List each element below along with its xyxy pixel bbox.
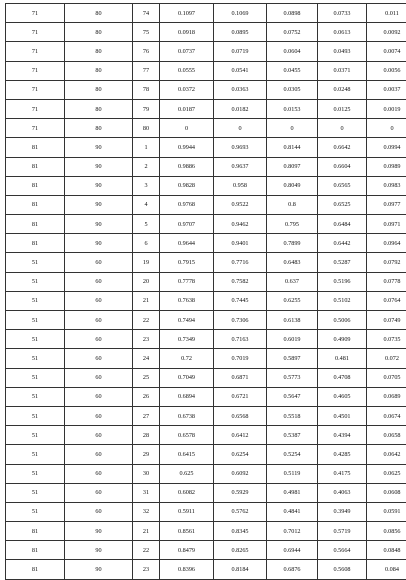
table-cell: 0.0608 (367, 483, 406, 502)
table-body (6, 4, 406, 580)
table-cell: 0.0074 (367, 42, 406, 61)
table-cell: 90 (65, 157, 133, 176)
table-cell: 26 (133, 387, 160, 406)
table-cell: 0.7899 (267, 234, 318, 253)
table-row (6, 4, 406, 23)
table-cell: 0.5287 (318, 253, 367, 272)
table-cell: 0.5196 (318, 272, 367, 291)
table-cell: 80 (65, 80, 133, 99)
table-cell: 0.0737 (160, 42, 214, 61)
table-cell: 90 (65, 138, 133, 157)
table-cell: 0.9693 (214, 138, 267, 157)
table-cell: 0.5929 (214, 483, 267, 502)
table-cell: 0.0037 (367, 80, 406, 99)
table-cell: 0.4063 (318, 483, 367, 502)
table-cell: 31 (133, 483, 160, 502)
table-cell: 0.0994 (367, 138, 406, 157)
table-cell: 0.8097 (267, 157, 318, 176)
table-cell: 51 (6, 426, 65, 445)
table-cell: 0.5773 (267, 368, 318, 387)
table-row (6, 119, 406, 138)
table-cell: 80 (65, 61, 133, 80)
table-cell: 0.5608 (318, 560, 367, 579)
table-cell: 0.5762 (214, 502, 267, 521)
table-row (6, 23, 406, 42)
table-cell: 80 (65, 99, 133, 118)
table-cell: 0.0705 (367, 368, 406, 387)
table-cell: 0.9944 (160, 138, 214, 157)
table-cell: 23 (133, 330, 160, 349)
table-row (6, 349, 406, 368)
table-cell: 80 (65, 42, 133, 61)
table-cell: 0.4981 (267, 483, 318, 502)
table-cell: 51 (6, 349, 65, 368)
table-cell: 0.7019 (214, 349, 267, 368)
table-cell: 0.0848 (367, 541, 406, 560)
table-row (6, 445, 406, 464)
table-cell: 0.1097 (160, 4, 214, 23)
table-cell: 0.0792 (367, 253, 406, 272)
table-cell: 0.6894 (160, 387, 214, 406)
table-cell: 0.0749 (367, 311, 406, 330)
table-cell: 90 (65, 541, 133, 560)
table-cell: 0.0555 (160, 61, 214, 80)
table-cell: 28 (133, 426, 160, 445)
table-cell: 0.6944 (267, 541, 318, 560)
table-row (6, 80, 406, 99)
table-cell: 0.6483 (267, 253, 318, 272)
table-cell: 51 (6, 311, 65, 330)
table-cell: 20 (133, 272, 160, 291)
table-cell: 25 (133, 368, 160, 387)
table-cell: 81 (6, 215, 65, 234)
table-row (6, 522, 406, 541)
table-cell: 0.0371 (318, 61, 367, 80)
table-cell: 0.0455 (267, 61, 318, 80)
table-cell: 0.7494 (160, 311, 214, 330)
table-cell: 60 (65, 368, 133, 387)
table-cell: 32 (133, 502, 160, 521)
table-cell: 90 (65, 195, 133, 214)
table-row (6, 464, 406, 483)
table-cell: 0.0591 (367, 502, 406, 521)
table-cell: 0.8184 (214, 560, 267, 579)
table-cell: 0.6642 (318, 138, 367, 157)
table-cell: 60 (65, 253, 133, 272)
table-cell: 60 (65, 311, 133, 330)
table-cell: 60 (65, 445, 133, 464)
table-cell: 0.5911 (160, 502, 214, 521)
table-cell: 0 (318, 119, 367, 138)
table-cell: 0.8479 (160, 541, 214, 560)
table-cell: 0.1069 (214, 4, 267, 23)
table-cell: 0.6138 (267, 311, 318, 330)
table-cell: 51 (6, 483, 65, 502)
table-cell: 0.9707 (160, 215, 214, 234)
table-cell: 0.072 (367, 349, 406, 368)
table-cell: 0.6525 (318, 195, 367, 214)
table-cell: 0.6412 (214, 426, 267, 445)
table-cell: 2 (133, 157, 160, 176)
table-cell: 0.637 (267, 272, 318, 291)
table-cell: 0.0363 (214, 80, 267, 99)
table-cell: 0.0187 (160, 99, 214, 118)
table-row (6, 99, 406, 118)
table-cell: 60 (65, 291, 133, 310)
table-row (6, 311, 406, 330)
table-cell: 76 (133, 42, 160, 61)
table-cell: 0.0856 (367, 522, 406, 541)
table-cell: 0.0248 (318, 80, 367, 99)
table-cell: 60 (65, 272, 133, 291)
table-cell: 0.6565 (318, 176, 367, 195)
table-cell: 0.0305 (267, 80, 318, 99)
table-cell: 0.0056 (367, 61, 406, 80)
table-cell: 60 (65, 426, 133, 445)
table-cell: 78 (133, 80, 160, 99)
table-cell: 0.0625 (367, 464, 406, 483)
table-cell: 80 (133, 119, 160, 138)
table-cell: 81 (6, 234, 65, 253)
table-cell: 21 (133, 522, 160, 541)
table-cell: 0.4285 (318, 445, 367, 464)
table-row (6, 502, 406, 521)
table-row (6, 157, 406, 176)
table-cell: 30 (133, 464, 160, 483)
table-cell: 0.4394 (318, 426, 367, 445)
table-cell: 80 (65, 119, 133, 138)
table-cell: 0.5006 (318, 311, 367, 330)
table-cell: 0.6019 (267, 330, 318, 349)
table-cell: 0.011 (367, 4, 406, 23)
table-cell: 0.5647 (267, 387, 318, 406)
table-row (6, 330, 406, 349)
table-cell: 90 (65, 234, 133, 253)
table-cell: 22 (133, 541, 160, 560)
table-cell: 81 (6, 176, 65, 195)
table-cell: 0.72 (160, 349, 214, 368)
table-cell: 0 (367, 119, 406, 138)
table-cell: 0.8265 (214, 541, 267, 560)
table-cell: 0.9522 (214, 195, 267, 214)
table-cell: 0.0898 (267, 4, 318, 23)
table-cell: 0.6738 (160, 406, 214, 425)
table-cell: 0.481 (318, 349, 367, 368)
table-cell: 90 (65, 522, 133, 541)
table-cell: 0.0689 (367, 387, 406, 406)
table-cell: 0.0983 (367, 176, 406, 195)
table-row (6, 406, 406, 425)
table-cell: 71 (6, 4, 65, 23)
table-cell: 0.0971 (367, 215, 406, 234)
table-cell: 0.7445 (214, 291, 267, 310)
table-cell: 0.7049 (160, 368, 214, 387)
table-cell: 51 (6, 464, 65, 483)
table-cell: 90 (65, 215, 133, 234)
table-cell: 71 (6, 61, 65, 80)
table-cell: 0.0019 (367, 99, 406, 118)
table-cell: 74 (133, 4, 160, 23)
table-cell: 90 (65, 560, 133, 579)
table-cell: 0.6721 (214, 387, 267, 406)
table-cell: 22 (133, 311, 160, 330)
table-row (6, 195, 406, 214)
table-cell: 0.7012 (267, 522, 318, 541)
table-cell: 0.5664 (318, 541, 367, 560)
table-cell: 0.0604 (267, 42, 318, 61)
table-row (6, 272, 406, 291)
table-cell: 80 (65, 4, 133, 23)
table-row (6, 368, 406, 387)
table-cell: 90 (65, 176, 133, 195)
table-cell: 0.0918 (160, 23, 214, 42)
table-cell: 0.4175 (318, 464, 367, 483)
table-cell: 0.6484 (318, 215, 367, 234)
table-cell: 0.7778 (160, 272, 214, 291)
table-cell: 51 (6, 502, 65, 521)
table-cell: 0.6254 (214, 445, 267, 464)
table-cell: 0.5119 (267, 464, 318, 483)
table-cell: 51 (6, 387, 65, 406)
table-cell: 19 (133, 253, 160, 272)
table-cell: 0.5387 (267, 426, 318, 445)
table-cell: 51 (6, 330, 65, 349)
table-cell: 0.0182 (214, 99, 267, 118)
table-cell: 0.7306 (214, 311, 267, 330)
table-cell: 0.0541 (214, 61, 267, 80)
table-row (6, 42, 406, 61)
table-cell: 51 (6, 445, 65, 464)
table-cell: 0.0125 (318, 99, 367, 118)
table-cell: 0.0735 (367, 330, 406, 349)
table-cell: 0.0977 (367, 195, 406, 214)
table-cell: 0.6082 (160, 483, 214, 502)
table-cell: 0 (267, 119, 318, 138)
table-cell: 0.958 (214, 176, 267, 195)
table-cell: 81 (6, 560, 65, 579)
table-cell: 51 (6, 253, 65, 272)
table-cell: 0.5102 (318, 291, 367, 310)
table-cell: 0.4708 (318, 368, 367, 387)
table-cell: 3 (133, 176, 160, 195)
table-cell: 0.4841 (267, 502, 318, 521)
table-cell: 0.7163 (214, 330, 267, 349)
table-cell: 0.9886 (160, 157, 214, 176)
table-cell: 0.0658 (367, 426, 406, 445)
table-cell: 0.3949 (318, 502, 367, 521)
table-cell: 0.4501 (318, 406, 367, 425)
table-cell: 0.0778 (367, 272, 406, 291)
table-cell: 60 (65, 406, 133, 425)
table-cell: 0.6255 (267, 291, 318, 310)
table-cell: 60 (65, 387, 133, 406)
table-row (6, 61, 406, 80)
table-cell: 0.8345 (214, 522, 267, 541)
table-cell: 71 (6, 99, 65, 118)
table-cell: 27 (133, 406, 160, 425)
table-cell: 0.7638 (160, 291, 214, 310)
table-cell: 0.0493 (318, 42, 367, 61)
table-cell: 21 (133, 291, 160, 310)
table-row (6, 483, 406, 502)
table-cell: 0.8049 (267, 176, 318, 195)
table-cell: 0.6568 (214, 406, 267, 425)
table-cell: 0.5719 (318, 522, 367, 541)
table-cell: 51 (6, 272, 65, 291)
table-cell: 60 (65, 464, 133, 483)
table-row (6, 234, 406, 253)
table-cell: 0.8 (267, 195, 318, 214)
table-cell: 0.0153 (267, 99, 318, 118)
table-cell: 0.7582 (214, 272, 267, 291)
table-cell: 4 (133, 195, 160, 214)
table-row (6, 426, 406, 445)
table-cell: 0.084 (367, 560, 406, 579)
table-row (6, 138, 406, 157)
table-cell: 0.6876 (267, 560, 318, 579)
table-cell: 51 (6, 368, 65, 387)
table-cell: 0.6092 (214, 464, 267, 483)
table-cell: 71 (6, 119, 65, 138)
table-cell: 0.7915 (160, 253, 214, 272)
table-cell: 0.0752 (267, 23, 318, 42)
table-cell: 60 (65, 349, 133, 368)
table-row (6, 560, 406, 579)
table-cell: 29 (133, 445, 160, 464)
table-cell: 79 (133, 99, 160, 118)
table-cell: 81 (6, 195, 65, 214)
table-cell: 75 (133, 23, 160, 42)
table-cell: 60 (65, 330, 133, 349)
table-cell: 0.6415 (160, 445, 214, 464)
table-row (6, 541, 406, 560)
table-cell: 0.0733 (318, 4, 367, 23)
table-cell: 81 (6, 541, 65, 560)
table-cell: 0.0372 (160, 80, 214, 99)
table-cell: 0.6871 (214, 368, 267, 387)
table-cell: 0.9768 (160, 195, 214, 214)
table-cell: 0.0674 (367, 406, 406, 425)
table-cell: 0.0989 (367, 157, 406, 176)
table-cell: 60 (65, 483, 133, 502)
table-cell: 80 (65, 23, 133, 42)
table-cell: 71 (6, 80, 65, 99)
table-cell: 0.0964 (367, 234, 406, 253)
table-cell: 0.0764 (367, 291, 406, 310)
table-cell: 0.6578 (160, 426, 214, 445)
table-row (6, 253, 406, 272)
table-cell: 0.6442 (318, 234, 367, 253)
table-cell: 81 (6, 157, 65, 176)
table-cell: 0.795 (267, 215, 318, 234)
table-cell: 0.4605 (318, 387, 367, 406)
table-cell: 60 (65, 502, 133, 521)
table-cell: 0.5897 (267, 349, 318, 368)
table-cell: 6 (133, 234, 160, 253)
table-cell: 0.625 (160, 464, 214, 483)
table-cell: 0.0719 (214, 42, 267, 61)
table-cell: 77 (133, 61, 160, 80)
table-cell: 0 (214, 119, 267, 138)
table-cell: 0.0613 (318, 23, 367, 42)
table-cell: 24 (133, 349, 160, 368)
table-cell: 0.0642 (367, 445, 406, 464)
table-cell: 0.0895 (214, 23, 267, 42)
table-cell: 0.7716 (214, 253, 267, 272)
table-cell: 0.5254 (267, 445, 318, 464)
table-cell: 81 (6, 522, 65, 541)
table-cell: 0.9401 (214, 234, 267, 253)
table-cell: 23 (133, 560, 160, 579)
table-cell: 81 (6, 138, 65, 157)
table-cell: 51 (6, 291, 65, 310)
table-row (6, 176, 406, 195)
table-cell: 0.7349 (160, 330, 214, 349)
table-row (6, 291, 406, 310)
table-cell: 71 (6, 42, 65, 61)
table-cell: 71 (6, 23, 65, 42)
table-cell: 5 (133, 215, 160, 234)
table-cell: 1 (133, 138, 160, 157)
table-cell: 0.9644 (160, 234, 214, 253)
table-cell: 0.8144 (267, 138, 318, 157)
data-table (5, 3, 406, 580)
table-row (6, 387, 406, 406)
table-row (6, 215, 406, 234)
table-cell: 51 (6, 406, 65, 425)
table-cell: 0.0092 (367, 23, 406, 42)
table-cell: 0.8561 (160, 522, 214, 541)
table-cell: 0.9828 (160, 176, 214, 195)
table-cell: 0.9637 (214, 157, 267, 176)
table-cell: 0.5518 (267, 406, 318, 425)
table-cell: 0.4909 (318, 330, 367, 349)
table-cell: 0 (160, 119, 214, 138)
table-cell: 0.6604 (318, 157, 367, 176)
table-cell: 0.8396 (160, 560, 214, 579)
table-cell: 0.9462 (214, 215, 267, 234)
